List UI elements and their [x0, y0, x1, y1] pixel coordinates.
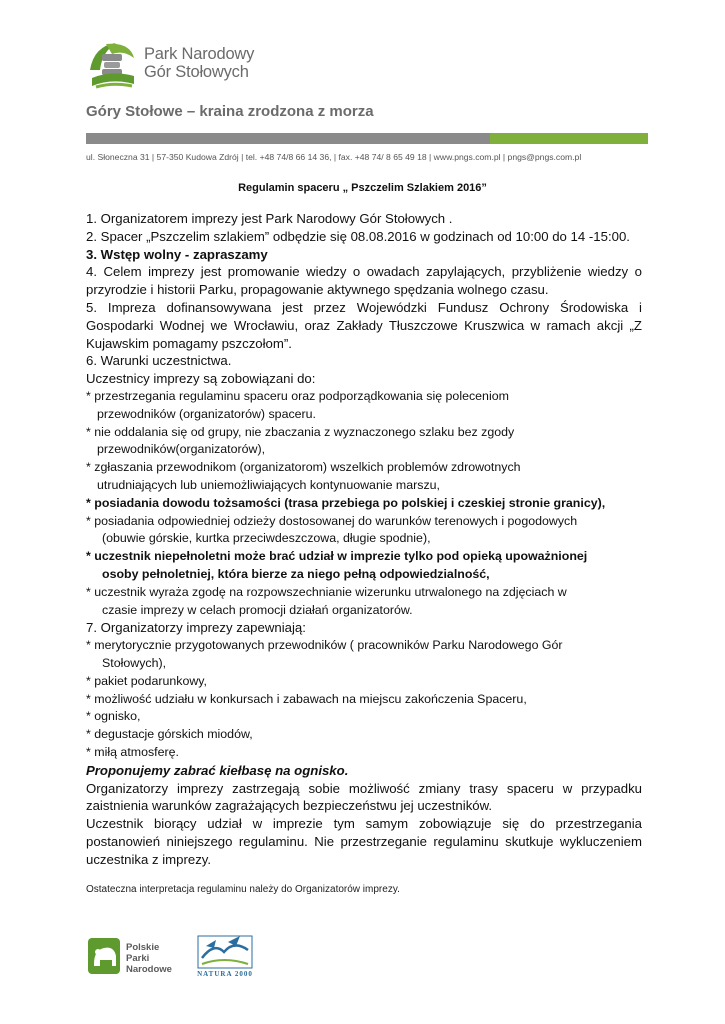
duty-line: przewodników(organizatorów),	[97, 442, 266, 457]
duty-line: utrudniających lub uniemożliwiających kontynuowanie marszu,	[97, 477, 440, 492]
park-logo	[86, 40, 256, 92]
item-5: 5. Impreza dofinansowywana jest przez Wojewódzki Fundusz Ochrony Środowiska i Gospodarki Wodnej we Wrocławiu, oraz Zakłady Tłuszczowe Kruszwica w ramach akcji „Z Kujawskim pomagamy pszczołom”.	[86, 299, 642, 351]
item-1: 1. Organizatorem imprezy jest Park Narodowy Gór Stołowych .	[86, 211, 453, 226]
partner-logos	[86, 928, 286, 988]
item-6: 6. Warunki uczestnictwa.	[86, 353, 232, 369]
duty-line: (obuwie górskie, kurtka przeciwdeszczowa, długie spodnie),	[102, 531, 431, 546]
tagline: Góry Stołowe – kraina zrodzona z morza	[86, 103, 374, 120]
duty-line: osoby pełnoletniej, która bierze za niego pełną odpowiedzialność,	[102, 566, 490, 581]
document-body	[86, 210, 642, 868]
natura-label: NATURA 2000	[197, 970, 253, 978]
item-6-intro: Uczestnicy imprezy są zobowiązani do:	[86, 371, 316, 387]
provided-line: Stołowych),	[102, 655, 167, 670]
park-name-line1: Park Narodowy	[144, 45, 255, 63]
polskie-parki-narodowe-logo	[86, 934, 186, 980]
duty-line: * uczestnik wyraża zgodę na rozpowszechnianie wizerunku utrwalonego na zdjęciach w	[86, 584, 567, 599]
park-emblem-icon	[86, 40, 138, 92]
header-band-gray	[86, 133, 490, 144]
provided-line: * możliwość udziału w konkursach i zabawach na miejscu zakończenia Spaceru,	[86, 691, 527, 706]
suggestion: Proponujemy zabrać kiełbasę na ognisko.	[86, 762, 349, 778]
ppn-line1: Polskie	[126, 942, 160, 953]
route-change-note: Organizatorzy imprezy zastrzegają sobie możliwość zmiany trasy spaceru w przypadku zaistnienia warunków zagrażających bezpieczeństwu jej uczestników.	[86, 780, 642, 814]
item-2: 2. Spacer „Pszczelim szlakiem” odbędzie się 08.08.2016 w godzinach od 10:00 do 14 -15:00.	[86, 228, 630, 244]
item-7: 7. Organizatorzy imprezy zapewniają:	[86, 620, 306, 636]
provided-line: * ognisko,	[86, 709, 141, 724]
duty-line: czasie imprezy w celach promocji działań organizatorów.	[102, 602, 413, 617]
park-name-line2: Gór Stołowych	[144, 63, 249, 81]
park-name	[144, 45, 254, 81]
obligation-note: Uczestnik biorący udział w imprezie tym samym zobowiązuje się do przestrzegania postanowień niniejszego regulaminu. Nie przestrzeganie regulaminu skutkuje wykluczeniem uczestnika z imprezy.	[86, 816, 642, 867]
provided-line: * merytorycznie przygotowanych przewodników ( pracowników Parku Narodowego Gór	[86, 638, 563, 653]
provided-line: * miłą atmosferę.	[86, 744, 179, 759]
ppn-line2: Parki	[126, 953, 150, 964]
document-title: Regulamin spaceru „ Pszczelim Szlakiem 2016”	[238, 182, 487, 194]
provided-line: * degustacje górskich miodów,	[86, 727, 253, 742]
bison-icon	[86, 936, 122, 976]
ppn-text	[126, 942, 172, 975]
duty-line: * posiadania odpowiedniej odzieży dostosowanej do warunków terenowych i pogodowych	[86, 513, 578, 528]
footnote: Ostateczna interpretacja regulaminu należy do Organizatorów imprezy.	[86, 884, 400, 895]
item-4: 4. Celem imprezy jest promowanie wiedzy o owadach zapylających, przybliżenie wiedzy o przyrodzie i historii Parku, propagowanie aktywnego spędzania wolnego czasu.	[86, 264, 642, 298]
duty-line: przewodników (organizatorów) spaceru.	[97, 406, 317, 421]
ppn-line3: Narodowe	[126, 964, 172, 975]
provided-line: * pakiet podarunkowy,	[86, 673, 207, 688]
header-band-green	[490, 133, 648, 144]
duty-line: * nie oddalania się od grupy, nie zbaczania z wyznaczonego szlaku bez zgody	[86, 424, 515, 439]
item-3: 3. Wstęp wolny - zapraszamy	[86, 246, 268, 262]
duty-line: * uczestnik niepełnoletni może brać udział w imprezie tylko pod opieką upoważnionej	[86, 549, 588, 564]
duty-line: * przestrzegania regulaminu spaceru oraz podporządkowania się poleceniom	[86, 388, 509, 403]
contact-line: ul. Słoneczna 31 | 57-350 Kudowa Zdrój | tel. +48 74/8 66 14 36, | fax. +48 74/ 8 65 49 18 | www.pngs.com.pl | pngs@pngs.com.pl	[86, 152, 582, 162]
duty-line: * posiadania dowodu tożsamości (trasa przebiega po polskiej i czeskiej stronie granicy),	[86, 495, 606, 510]
duty-line: * zgłaszania przewodnikom (organizatorom) wszelkich problemów zdrowotnych	[86, 460, 521, 475]
